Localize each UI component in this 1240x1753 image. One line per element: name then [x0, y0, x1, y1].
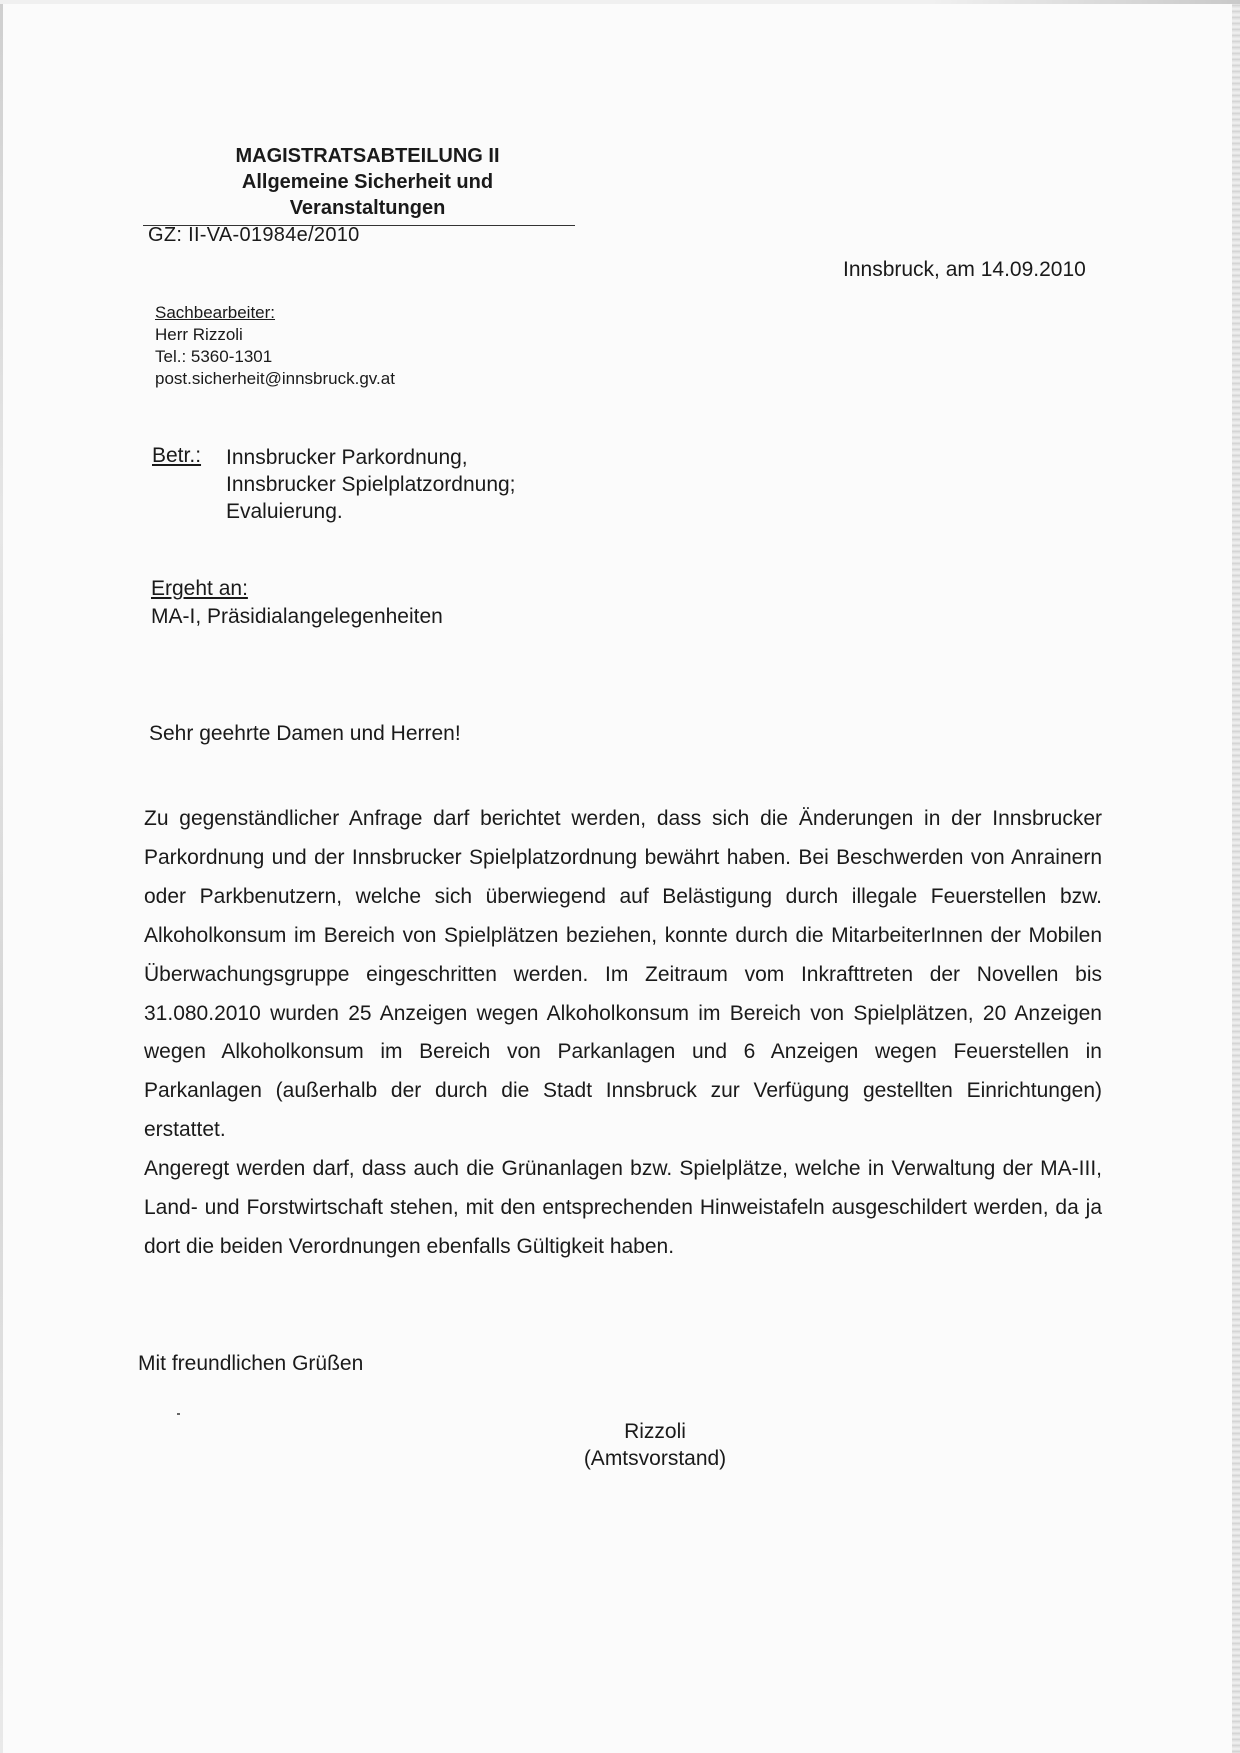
- department-line-1: MAGISTRATSABTEILUNG II: [235, 145, 500, 167]
- scan-edge-top: [0, 0, 1240, 4]
- recipient-block: [151, 575, 443, 631]
- clerk-email: post.sicherheit@innsbruck.gv.at: [155, 369, 395, 388]
- department-line-2: Allgemeine Sicherheit und: [241, 171, 494, 193]
- body-paragraph-1: Zu gegenständlicher Anfrage darf berichtet werden, dass sich die Änderungen in der Innsbrucker Parkordnung und der Innsbrucker Spielplatzordnung bewährt haben. Bei Beschwerden von Anrainern oder Parkbenutzern, welche sich überwiegend auf Belästigung durch illegale Feuerstellen bzw. Alkoholkonsum im Bereich von Spielplätzen beziehen, konnte durch die MitarbeiterInnen der Mobilen Überwachungsgruppe eingeschritten werden. Im Zeitraum vom Inkrafttreten der Novellen bis 31.080.2010 wurden 25 Anzeigen wegen Alkoholkonsum im Bereich von Spielplätzen, 20 Anzeigen wegen Alkoholkonsum im Bereich von Parkanlagen und 6 Anzeigen wegen Feuerstellen in Parkanlagen (außerhalb der durch die Stadt Innsbruck zur Verfügung gestellten Einrichtungen) erstattet.: [144, 807, 1102, 1142]
- signature-name: Rizzoli: [624, 1420, 686, 1443]
- subject-line-1: Innsbrucker Parkordnung,: [226, 446, 468, 469]
- scan-speck: [177, 1413, 180, 1415]
- signature-title: (Amtsvorstand): [583, 1447, 727, 1470]
- salutation: Sehr geehrte Damen und Herren!: [149, 722, 461, 745]
- scan-edge-left: [0, 0, 3, 1753]
- recipient-value: MA-I, Präsidialangelegenheiten: [151, 605, 443, 628]
- body-paragraph-2: Angeregt werden darf, dass auch die Grünanlagen bzw. Spielplätze, welche in Verwaltung der MA-III, Land- und Forstwirtschaft stehen, mit den entsprechenden Hinweistafeln ausgeschildert werden, da ja dort die beiden Verordnungen ebenfalls Gültigkeit haben.: [144, 1157, 1102, 1258]
- reference-number: GZ: II-VA-01984e/2010: [148, 224, 360, 246]
- signature-block: [555, 1418, 755, 1472]
- clerk-name: Herr Rizzoli: [155, 325, 243, 344]
- department-header: [175, 143, 560, 221]
- letter-body: [144, 800, 1102, 1267]
- subject-line-2: Innsbrucker Spielplatzordnung;: [226, 473, 516, 496]
- closing: Mit freundlichen Grüßen: [138, 1352, 364, 1375]
- date-line: Innsbruck, am 14.09.2010: [843, 258, 1086, 281]
- recipient-label: Ergeht an:: [151, 577, 248, 600]
- clerk-block: [155, 302, 395, 390]
- department-line-3: Veranstaltungen: [289, 197, 446, 219]
- clerk-label: Sachbearbeiter:: [155, 303, 276, 322]
- subject-label: Betr.:: [152, 444, 202, 467]
- subject-block: [226, 444, 516, 525]
- scan-edge-right: [1232, 0, 1240, 1753]
- subject-line-3: Evaluierung.: [226, 500, 343, 523]
- clerk-phone: Tel.: 5360-1301: [155, 347, 273, 366]
